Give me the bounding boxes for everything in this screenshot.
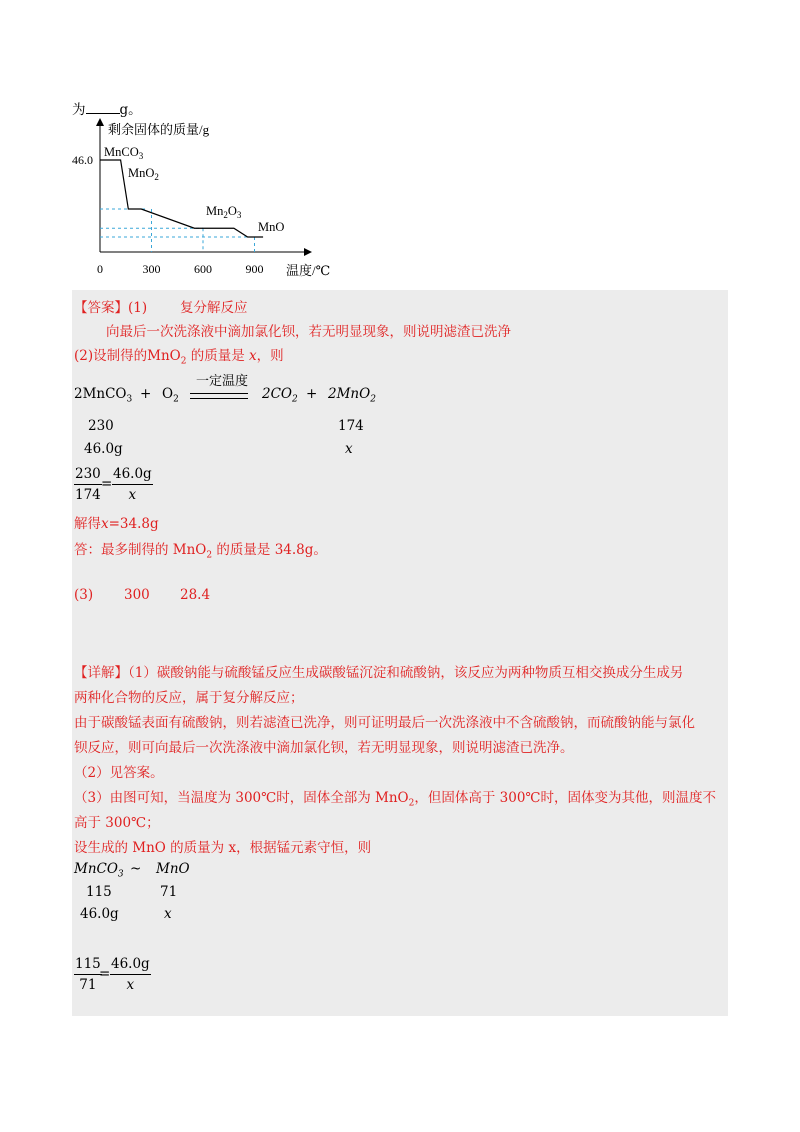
label-mn2o3: $Mn_2O_3$ <box>206 204 242 220</box>
label-mno: MnO <box>258 220 285 234</box>
equation-plus-1: + <box>140 386 152 402</box>
y-axis-label: 剩余固体的质量/g <box>108 122 210 137</box>
detail-line4: 钡反应，则可向最后一次洗涤液中滴加氯化钡，若无明显现象，则说明滤渣已洗净。 <box>74 740 574 756</box>
ratio2-right: $\frac{46.0g}{x}$ <box>111 956 150 993</box>
answer-part3-v2: 28.4 <box>180 587 211 603</box>
answer-part1-line2: 向最后一次洗涤液中滴加氯化钡，若无明显现象，则说明滤渣已洗净 <box>106 324 511 340</box>
detail-line3: 由于碳酸锰表面有硫酸钠，则若滤渣已洗净，则可证明最后一次洗涤液中不含硫酸钠，而硫酸钠能与氯化 <box>74 715 695 731</box>
equation-equals-bars <box>190 393 248 399</box>
relation-given-right: x <box>164 906 172 922</box>
detail-line2: 两种化合物的反应，属于复分解反应； <box>74 690 304 706</box>
equation-rhs1: $2CO_2$ <box>262 386 298 405</box>
answer-conclusion: 答：最多制得的 MnO$_2$ 的质量是 34.8g。 <box>74 542 327 561</box>
x-tick-label: 300 <box>142 262 161 276</box>
detail-header: 【详解】 <box>74 665 128 681</box>
equation-condition: 一定温度 <box>196 374 249 389</box>
ratio1-left: $\frac{230}{174}$ <box>75 466 101 503</box>
detail-line7: 高于 300℃； <box>74 815 160 831</box>
mass-right: 174 <box>338 418 364 434</box>
equation-plus-2: + <box>306 386 318 402</box>
answer-part1-value: 复分解反应 <box>180 300 248 316</box>
equation-rhs2: 2MnO$_2$ <box>328 386 376 405</box>
detail-line5: （2）见答案。 <box>74 765 164 781</box>
answer-part3-v1: 300 <box>124 587 150 603</box>
y-tick-label: 46.0 <box>72 153 93 167</box>
relation-mass-left: 115 <box>86 884 112 900</box>
given-right: x <box>345 441 353 457</box>
answer-part1 <box>74 296 147 316</box>
equation-lhs1: 2MnCO$_3$ <box>74 386 133 405</box>
detail-line6: （3）由图可知，当温度为 300℃时，固体全部为 MnO$_2$，但固体高于 300℃时，固体变为其他，则温度不 <box>74 790 717 809</box>
relation-right: MnO <box>156 861 190 877</box>
label-mnco3: MnCO$_3$ <box>104 145 144 161</box>
relation-left: MnCO$_3$ <box>74 861 124 880</box>
question-prefix: 为 <box>72 102 86 118</box>
relation-given-left: 46.0g <box>80 906 119 922</box>
ratio2-eq: = <box>99 966 111 982</box>
answer-header: 【答案】(1) <box>74 300 148 316</box>
x-tick-label: 900 <box>245 262 264 276</box>
mass-curve <box>100 160 263 237</box>
x-tick-label: 600 <box>194 262 212 276</box>
solve-line: 解得x=34.8g <box>74 516 159 532</box>
label-mno2: MnO$_2$ <box>128 166 159 182</box>
mass-left: 230 <box>88 418 114 434</box>
question-suffix: g。 <box>119 102 142 118</box>
detail-line1: 【详解】（1）碳酸钠能与硫酸锰反应生成碳酸锰沉淀和硫酸钠，该反应为两种物质互相交换成分生成另 <box>74 665 684 681</box>
x-axis-label: 温度/℃ <box>286 263 331 278</box>
mass-temperature-chart <box>0 0 800 290</box>
given-left: 46.0g <box>84 441 123 457</box>
ratio2-left: $\frac{115}{71}$ <box>75 956 101 993</box>
answer-part3-label: (3) <box>74 587 94 603</box>
relation-mass-right: 71 <box>160 884 178 900</box>
relation-tilde: ~ <box>130 861 142 877</box>
x-tick-label: 0 <box>97 262 103 276</box>
equation-lhs2: $O_2$ <box>162 386 179 405</box>
ratio1-right: $\frac{46.0g}{x}$ <box>113 466 152 503</box>
answer-part2-intro: (2)设制得的MnO$_2$ 的质量是 x，则 <box>74 348 284 367</box>
ratio1-eq: = <box>101 476 113 492</box>
detail-line8: 设生成的 MnO 的质量为 x，根据锰元素守恒，则 <box>74 840 372 856</box>
